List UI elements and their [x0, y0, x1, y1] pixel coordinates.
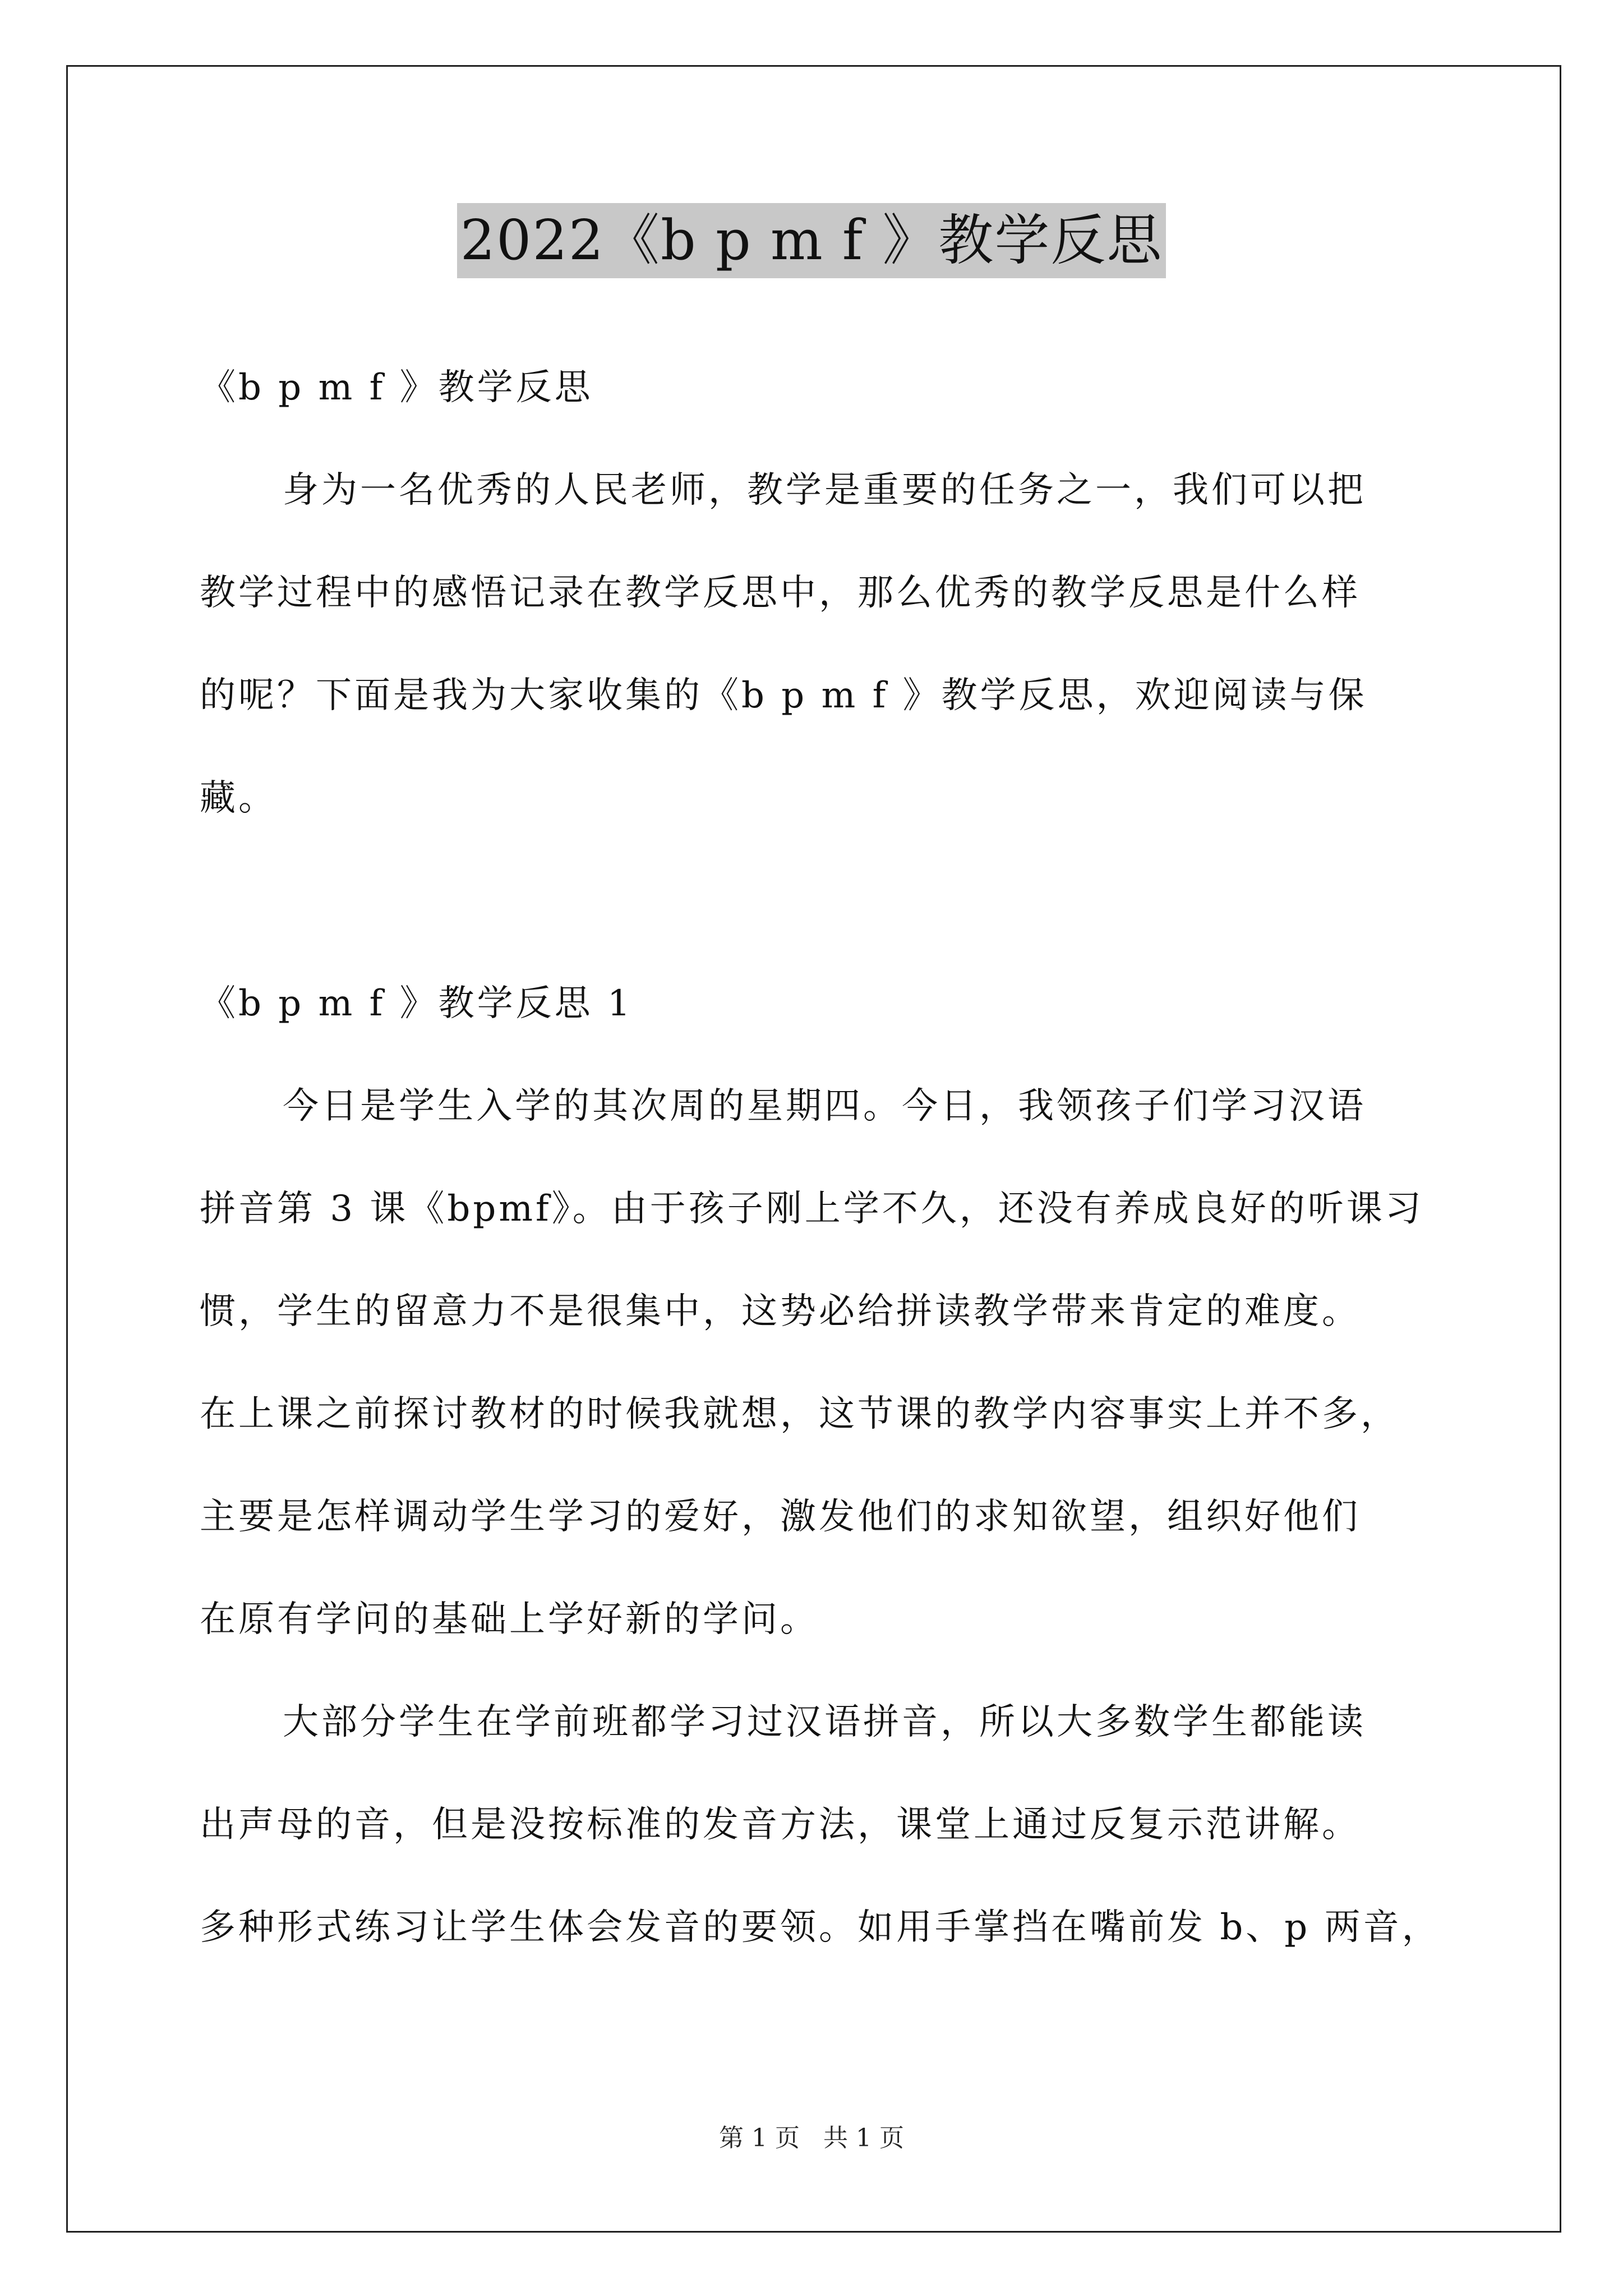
document-subtitle: 《b p m f 》教学反思 — [200, 367, 593, 408]
intro-paragraph — [200, 439, 1456, 850]
section-paragraph — [200, 1671, 1456, 1979]
paragraph-line: 多种形式练习让学生体会发音的要领。如用手掌挡在嘴前发 b、p 两音， — [200, 1907, 1441, 1948]
document-title: 2022《b p m f 》教学反思 — [457, 203, 1166, 278]
section-paragraph — [200, 1055, 1456, 1671]
title-container — [0, 203, 1623, 278]
paragraph-line: 大部分学生在学前班都学习过汉语拼音，所以大多数学生都能读 — [283, 1701, 1366, 1743]
paragraph-line: 在上课之前探讨教材的时候我就想，这节课的教学内容事实上并不多， — [200, 1393, 1399, 1435]
paragraph-line: 今日是学生入学的其次周的星期四。今日，我领孩子们学习汉语 — [283, 1085, 1366, 1127]
paragraph-line: 出声母的音，但是没按标准的发音方法，课堂上通过反复示范讲解。 — [200, 1804, 1361, 1846]
intro-line: 教学过程中的感悟记录在教学反思中，那么优秀的教学反思是什么样 — [200, 572, 1361, 614]
document-body — [200, 337, 1456, 1979]
paragraph-line: 主要是怎样调动学生学习的爱好，激发他们的求知欲望，组织好他们 — [200, 1496, 1361, 1538]
paragraph-line: 惯，学生的留意力不是很集中，这势必给拼读教学带来肯定的难度。 — [200, 1291, 1361, 1332]
paragraph-line: 在原有学问的基础上学好新的学问。 — [200, 1599, 819, 1640]
intro-line: 身为一名优秀的人民老师，教学是重要的任务之一，我们可以把 — [283, 470, 1366, 511]
intro-line: 藏。 — [200, 777, 277, 819]
page-footer: 第 1 页 共 1 页 — [719, 2124, 904, 2152]
paragraph-line: 拼音第 3 课《bpmf》。由于孩子刚上学不久，还没有养成良好的听课习 — [200, 1188, 1424, 1230]
intro-line: 的呢？下面是我为大家收集的《b p m f 》教学反思，欢迎阅读与保 — [200, 675, 1367, 716]
section-heading: 《b p m f 》教学反思 1 — [200, 983, 633, 1024]
paragraph-spacer — [200, 850, 1456, 953]
